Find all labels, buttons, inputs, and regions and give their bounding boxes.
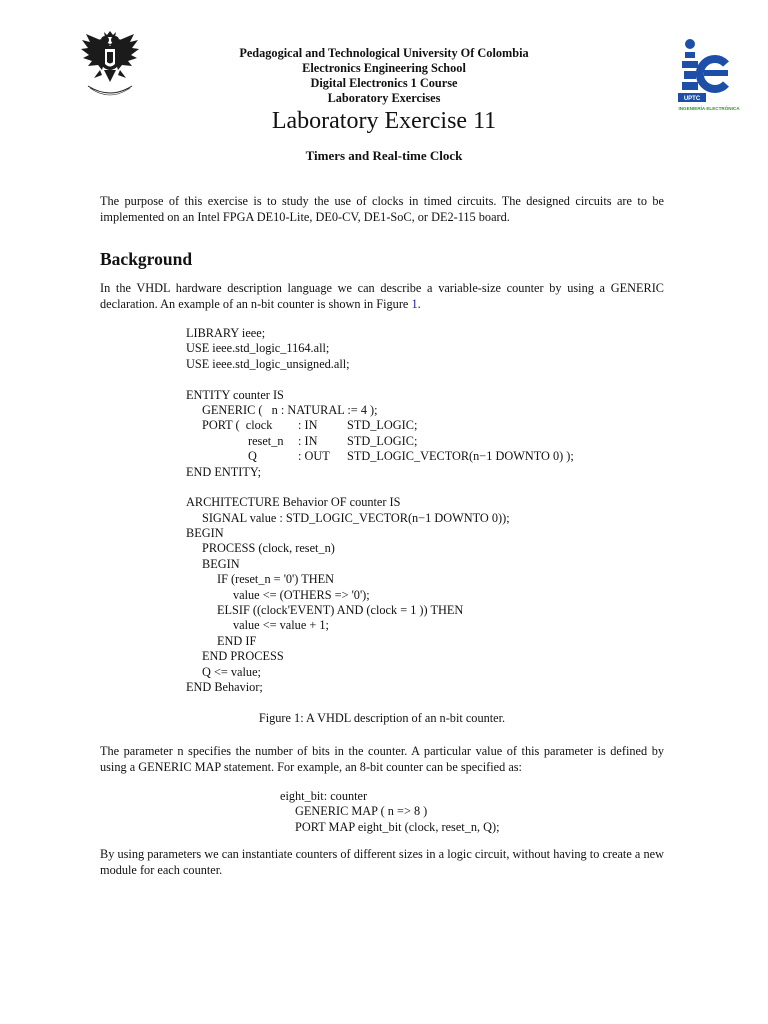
section-heading-background: Background	[100, 249, 193, 269]
document-page: UPTC INGENIERÍA ELECTRÓNICA Pedagogical and Technological University Of Colombia Electronics Engineering School Digital Electronics 1 Course Laboratory Exercises Laboratory Exercise 11 Timers and Real-time Clock The purpose of this exercise is to study the use of clocks in timed circuits. The designed circuits are to be implemented on an Intel FPGA DE10-Lite, DE0-CV, DE1-SoC, or DE2-115 board. Background In the VHDL hardware description language we can describe a variable-size counter by using a GENERIC declaration. An example of an n-bit counter is shown in Figure 1. LIBRARY ieee; USE ieee.std_logic_1164.all; USE ieee.std_logic_unsigned.all; ENTITY counter IS GENERIC ( n : NATURAL := 4 ); PORT ( clock : IN STD_LOGIC; reset_n : IN STD_LOGIC; Q : OUT STD_LOGIC_VECTOR(n−1 DOWNTO 0) ); END ENTITY; ARCHITECTURE Behavior OF counter IS SIGNAL value : STD_LOGIC_VECTOR(n−1 DOWNTO 0)); BEGIN PROCESS (clock, reset_n) BEGIN IF (reset_n = '0') THEN value <= (OTHERS => '0'); ELSIF ((clock'EVENT) AND (clock = 1 )) THEN value <= value + 1; END IF END PROCESS Q <= value; END Behavior; Figure 1: A VHDL description of an n-bit counter. The parameter n specifies the number of bits in the counter. A particular value of this parameter is defined by using a GENERIC MAP statement. For example, an 8-bit counter can be specified as: eight_bit: counter GENERIC MAP ( n => 8 ) PORT MAP eight_bit (clock, reset_n, Q); By using parameters we can instantiate counters of different sizes in a logic circuit, without having to create a new module for each counter.	[0, 0, 768, 1024]
series-name: Laboratory Exercises	[327, 91, 441, 105]
figure-caption: Figure 1: A VHDL description of an n-bit counter.	[258, 711, 506, 725]
background-paragraph	[100, 281, 664, 312]
closing-paragraph: By using parameters we can instantiate counters of different sizes in a logic circuit, without having to create a new module for each counter.	[100, 847, 664, 877]
ie-logo-icon	[674, 36, 744, 112]
eagle-crest-icon	[80, 30, 140, 102]
figure-link[interactable]: 1	[411, 296, 418, 311]
document-header	[180, 46, 588, 106]
background-paragraph-text: In the VHDL hardware description language we can describe a variable-size counter by using a GENERIC declaration. An example of an n-bit counter is shown in Figure	[100, 281, 664, 311]
university-name: Pedagogical and Technological University Of Colombia	[239, 46, 529, 60]
intro-paragraph: The purpose of this exercise is to study the use of clocks in timed circuits. The designed circuits are to be implemented on an Intel FPGA DE10-Lite, DE0-CV, DE1-SoC, or DE2-115 board.	[100, 194, 664, 224]
course-name: Digital Electronics 1 Course	[310, 76, 458, 90]
page-subtitle: Timers and Real-time Clock	[305, 148, 463, 163]
page-title: Laboratory Exercise 11	[271, 108, 497, 134]
ie-logo-caption: INGENIERÍA ELECTRÓNICA	[678, 106, 740, 111]
generic-map-paragraph: The parameter n specifies the number of bits in the counter. A particular value of this parameter is defined by using a GENERIC MAP statement. For example, an 8-bit counter can be specified as:	[100, 744, 664, 774]
ie-logo-badge: UPTC	[683, 96, 701, 102]
school-name: Electronics Engineering School	[302, 61, 466, 75]
background-paragraph-end: .	[417, 296, 421, 311]
